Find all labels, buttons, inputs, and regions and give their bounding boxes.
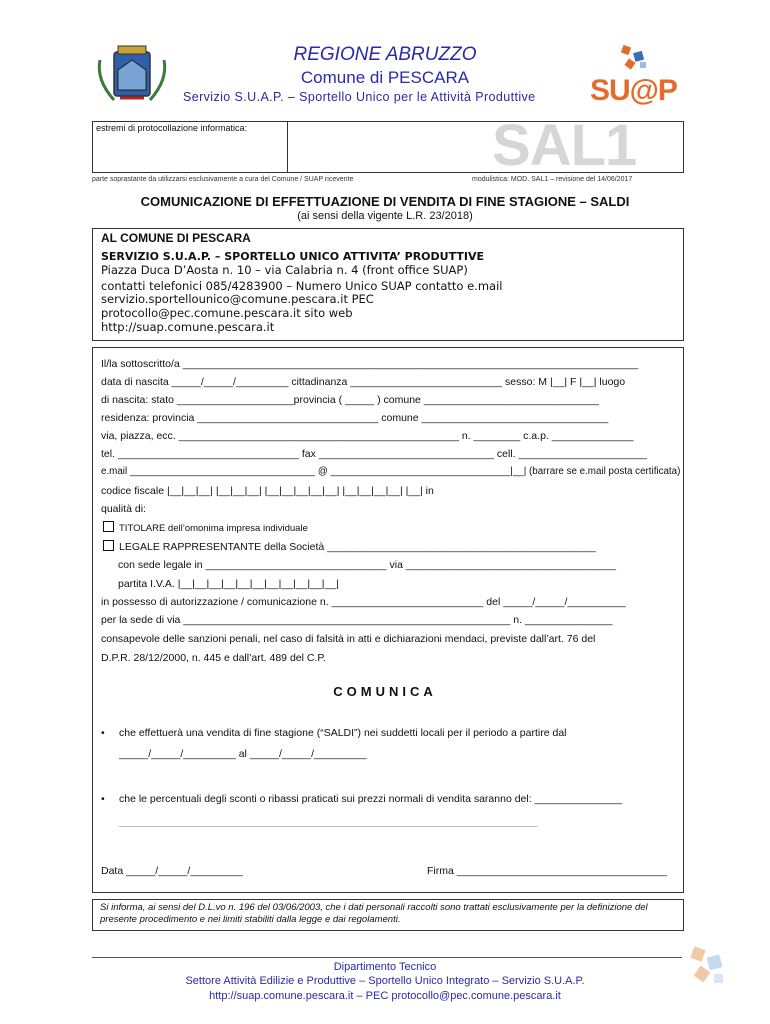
form-code-watermark: SAL1 [492,113,637,178]
document-subtitle: (ai sensi della vigente L.R. 23/2018) [297,210,473,222]
titolare-checkbox[interactable] [103,521,114,532]
service-subtitle: Servizio S.U.A.P. – Sportello Unico per le Attività Produttive [183,90,536,104]
option-legale[interactable] [103,540,596,553]
comunica-heading: COMUNICA [333,684,437,699]
address-website: http://suap.comune.pescara.it [101,320,275,334]
field-phones[interactable]: tel. _______________________________ fax ______________________________ cell. ______________________ [101,448,647,460]
field-email[interactable]: e.mail __________________________________ @ _________________________________|__| (barrare se e.mail posta certificata) [101,466,681,477]
field-birth[interactable]: data di nascita _____/_____/_________ cittadinanza __________________________ sesso: M |__| F |__| luogo [101,376,626,388]
bullet-icon: • [101,727,105,739]
titolare-label: TITOLARE dell’omonima impresa individuale [119,523,308,534]
address-email: servizio.sportellounico@comune.pescara.it PEC [101,292,374,306]
field-authorization[interactable]: in possesso di autorizzazione / comunicazione n. __________________________ del _____/_____/__________ [101,596,626,608]
footer-sector: Settore Attività Edilizie e Produttive – Sportello Unico Integrato – Servizio S.U.A.P. [185,975,585,987]
signature-field[interactable]: Firma ____________________________________ [427,865,667,877]
footer-puzzle-icon [684,942,734,992]
comune-title: Comune di PESCARA [300,68,470,87]
field-site-address[interactable]: per la sede di via ________________________________________________________ n. _______________ [101,614,613,626]
sale-period-dates[interactable]: _____/_____/_________ al _____/_____/_________ [119,748,367,760]
field-address[interactable]: via, piazza, ecc. ________________________________________________ n. ________ c.a.p. ______________ [101,430,634,442]
declaration-line-2: D.P.R. 28/12/2000, n. 445 e dall’art. 489 del C.P. [101,652,326,664]
address-pec: protocollo@pec.comune.pescara.it sito web [101,306,353,320]
footer-department: Dipartimento Tecnico [333,961,437,973]
address-phone: contatti telefonici 085/4283900 – Numero Unico SUAP contatto e.mail [101,279,503,293]
field-name[interactable]: Il/la sottoscritto/a ______________________________________________________________________________ [101,358,639,370]
form-revision: modulistica: MOD. SAL1 – revisione del 14/06/2017 [472,176,633,183]
option-titolare[interactable] [103,521,308,534]
region-title: REGIONE ABRUZZO [293,44,477,65]
date-field[interactable]: Data _____/_____/_________ [101,865,243,877]
field-birthplace[interactable]: di nascita: stato ____________________provincia ( _____ ) comune ______________________________ [101,394,600,406]
footer-contacts: http://suap.comune.pescara.it – PEC protocollo@pec.comune.pescara.it [209,990,561,1002]
footer-divider [92,957,682,958]
address-recipient: AL COMUNE DI PESCARA [101,231,251,245]
discount-extra-line[interactable]: ______________________________________________________________________________________________ [119,818,538,827]
discount-text[interactable]: che le percentuali degli sconti o ribassi praticati sui prezzi normali di vendita saranno del: _______________ [119,793,623,805]
protocol-note: parte soprastante da utilizzarsi esclusivamente a cura del Comune / SUAP ricevente [92,176,354,183]
declaration-line-1: consapevole delle sanzioni penali, nel caso di falsità in atti e dichiarazioni mendaci, previste dall’art. 76 del [101,633,596,645]
document-title: COMUNICAZIONE DI EFFETTUAZIONE DI VENDITA DI FINE STAGIONE – SALDI [140,194,630,209]
field-vat[interactable]: partita I.V.A. |__|__|__|__|__|__|__|__|__|__|__| [118,578,339,590]
bullet-icon: • [101,793,105,805]
field-tax-code[interactable]: codice fiscale |__|__|__| |__|__|__| |__|__|__|__|__| |__|__|__|__| |__| in [101,485,434,497]
protocol-label: estremi di protocollazione informatica: [96,123,248,133]
field-company-seat[interactable]: con sede legale in _______________________________ via ____________________________________ [118,559,617,571]
legale-label: LEGALE RAPPRESENTANTE della Società ______________________________________________ [119,541,596,553]
field-residence[interactable]: residenza: provincia _______________________________ comune ________________________________ [101,412,609,424]
role-label: qualità di: [101,503,146,515]
privacy-notice: Si informa, ai sensi del D.L.vo n. 196 del 03/06/2003, che i dati personali raccolti sono trattati esclusivamente per la definizione del presente procedimento e nei limiti stabiliti dalla legge e dai regolamenti. [100,902,648,925]
legale-checkbox[interactable] [103,540,114,551]
suap-puzzle-icon [618,44,654,72]
address-street: Piazza Duca D’Aosta n. 10 – via Calabria n. 4 (front office SUAP) [101,263,468,277]
sale-period-text: che effettuerà una vendita di fine stagione (“SALDI”) nei suddetti locali per il periodo a partire dal [119,727,567,739]
address-office: SERVIZIO S.U.A.P. – SPORTELLO UNICO ATTIVITA’ PRODUTTIVE [101,250,484,263]
suap-logo: SU@P [590,74,677,107]
